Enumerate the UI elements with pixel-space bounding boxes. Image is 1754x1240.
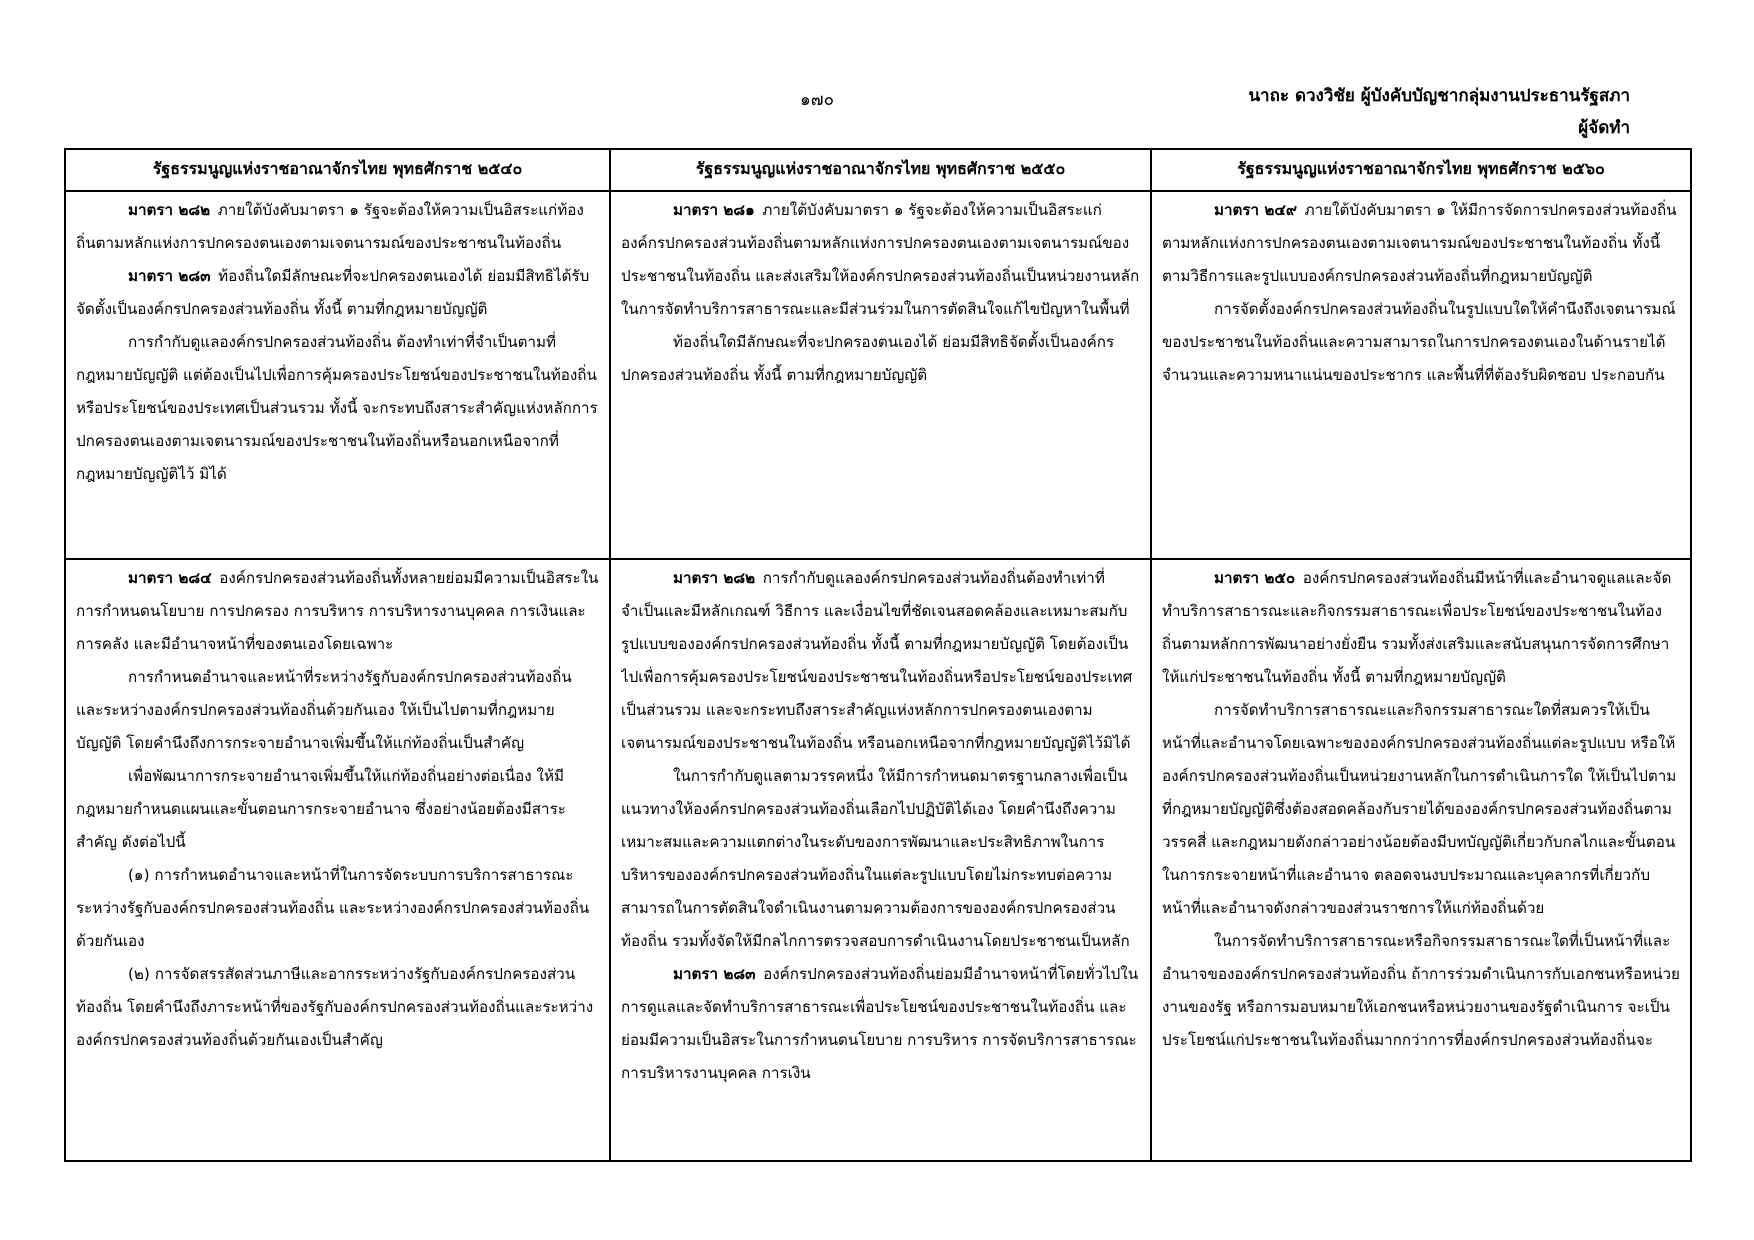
- paragraph-text: การจัดทำบริการสาธารณะและกิจกรรมสาธารณะใดที่สมควรให้เป็นหน้าที่และอำนาจโดยเฉพาะขององค์กรปกครองส่วนท้องถิ่นแต่ละรูปแบบ หรือให้องค์กรปกครองส่วนท้องถิ่นเป็นหน่วยงานหลักในการดำเนินการใด ให้เป็นไปตามที่กฎหมายบัญญัติซึ่งต้องสอดคล้องกับรายได้ขององค์กรปกครองส่วนท้องถิ่นตามวรรคสี่ และกฎหมายดังกล่าวอย่างน้อยต้องมีบทบัญญัติเกี่ยวกับกลไกและขั้นตอนในการกระจายหน้าที่และอำนาจ ตลอดจนงบประมาณและบุคลากรที่เกี่ยวกับหน้าที่และอำนาจดังกล่าวของส่วนราชการให้แก่ท้องถิ่นด้วย: [1162, 701, 1677, 917]
- paragraph-text: ท้องถิ่นใดมีลักษณะที่จะปกครองตนเองได้ ย่อมมีสิทธิจัดตั้งเป็นองค์กรปกครองส่วนท้องถิ่น ทั้งนี้ ตามที่กฎหมายบัญญัติ: [621, 333, 1115, 384]
- paragraph: [1162, 694, 1680, 925]
- paragraph: [76, 562, 599, 661]
- paragraph-text: การจัดตั้งองค์กรปกครองส่วนท้องถิ่นในรูปแบบใดให้คำนึงถึงเจตนารมณ์ของประชาชนในท้องถิ่นและความสามารถในการปกครองตนเองในด้านรายได้ จำนวนและความหนาแน่นของประชากร และพื้นที่ที่ต้องรับผิดชอบ ประกอบกัน: [1162, 300, 1676, 384]
- compiler-info: [1248, 80, 1630, 144]
- column-header-2560: รัฐธรรมนูญแห่งราชอาณาจักรไทย พุทธศักราช ๒๕๖๐: [1151, 149, 1691, 191]
- section-label: มาตรา ๒๕๐: [1214, 569, 1296, 587]
- table-cell-2540: [65, 191, 610, 559]
- table-cell-2560: [1151, 559, 1691, 1161]
- paragraph: [1162, 293, 1680, 392]
- table-cell-2560: [1151, 191, 1691, 559]
- paragraph: [621, 326, 1140, 392]
- paragraph-text: การกำกับดูแลองค์กรปกครองส่วนท้องถิ่น ต้องทำเท่าที่จำเป็นตามที่กฎหมายบัญญัติ แต่ต้องเป็นไปเพื่อการคุ้มครองประโยชน์ของประชาชนในท้องถิ่นหรือประโยชน์ของประเทศเป็นส่วนรวม ทั้งนี้ จะกระทบถึงสาระสำคัญแห่งหลักการปกครองตนเองตามเจตนารมณ์ของประชาชนในท้องถิ่นหรือนอกเหนือจากที่กฎหมายบัญญัติไว้ มิได้: [76, 333, 598, 483]
- paragraph: [1162, 562, 1680, 694]
- cell-content: [621, 562, 1140, 1154]
- paragraph-text: องค์กรปกครองส่วนท้องถิ่นย่อมมีอำนาจหน้าที่โดยทั่วไปในการดูแลและจัดทำบริการสาธารณะเพื่อประโยชน์ของประชาชนในท้องถิ่น และย่อมมีความเป็นอิสระในการกำหนดนโยบาย การบริหาร การจัดบริการสาธารณะ การบริหารงานบุคคล การเงิน: [621, 965, 1139, 1082]
- table-cell-2550: [610, 559, 1151, 1161]
- paragraph-text: องค์กรปกครองส่วนท้องถิ่นทั้งหลายย่อมมีความเป็นอิสระในการกำหนดนโยบาย การปกครอง การบริหาร การบริหารงานบุคคล การเงินและการคลัง และมีอำนาจหน้าที่ของตนเองโดยเฉพาะ: [76, 569, 599, 653]
- paragraph: [76, 760, 599, 859]
- paragraph-text: ภายใต้บังคับมาตรา ๑ รัฐจะต้องให้ความเป็นอิสระแก่องค์กรปกครองส่วนท้องถิ่นตามหลักแห่งการปกครองตนเองตามเจตนารมณ์ของประชาชนในท้องถิ่น และส่งเสริมให้องค์กรปกครองส่วนท้องถิ่นเป็นหน่วยงานหลักในการจัดทำบริการสาธารณะและมีส่วนร่วมในการตัดสินใจแก้ไขปัญหาในพื้นที่: [621, 201, 1140, 318]
- table-cell-2550: [610, 191, 1151, 559]
- column-header-2540: รัฐธรรมนูญแห่งราชอาณาจักรไทย พุทธศักราช ๒๕๔๐: [65, 149, 610, 191]
- table-row: [65, 559, 1691, 1161]
- paragraph-text: ในการกำกับดูแลตามวรรคหนึ่ง ให้มีการกำหนดมาตรฐานกลางเพื่อเป็นแนวทางให้องค์กรปกครองส่วนท้องถิ่นเลือกไปปฏิบัติได้เอง โดยคำนึงถึงความเหมาะสมและความแตกต่างในระดับของการพัฒนาและประสิทธิภาพในการบริหารขององค์กรปกครองส่วนท้องถิ่นในแต่ละรูปแบบโดยไม่กระทบต่อความสามารถในการตัดสินใจดำเนินงานตามความต้องการขององค์กรปกครองส่วนท้องถิ่น รวมทั้งจัดให้มีกลไกการตรวจสอบการดำเนินงานโดยประชาชนเป็นหลัก: [621, 767, 1130, 950]
- paragraph: [76, 260, 599, 326]
- compiler-name: นาถะ ดวงวิชัย ผู้บังคับบัญชากลุ่มงานประธานรัฐสภา: [1248, 86, 1630, 106]
- cell-content: [76, 562, 599, 1154]
- paragraph: [76, 859, 599, 958]
- constitution-comparison-table: [64, 148, 1692, 1162]
- paragraph-text: การกำกับดูแลองค์กรปกครองส่วนท้องถิ่นต้องทำเท่าที่จำเป็นและมีหลักเกณฑ์ วิธีการ และเงื่อนไขที่ชัดเจนสอดคล้องและเหมาะสมกับรูปแบบขององค์กรปกครองส่วนท้องถิ่น ทั้งนี้ ตามที่กฎหมายบัญญัติ โดยต้องเป็นไปเพื่อการคุ้มครองประโยชน์ของประชาชนในท้องถิ่นหรือประโยชน์ของประเทศเป็นส่วนรวม และจะกระทบถึงสาระสำคัญแห่งหลักการปกครองตนเองตามเจตนารมณ์ของประชาชนในท้องถิ่น หรือนอกเหนือจากที่กฎหมายบัญญัติไว้มิได้: [621, 569, 1133, 752]
- paragraph-text: (๑) การกำหนดอำนาจและหน้าที่ในการจัดระบบการบริการสาธารณะระหว่างรัฐกับองค์กรปกครองส่วนท้องถิ่น และระหว่างองค์กรปกครองส่วนท้องถิ่นด้วยกันเอง: [76, 866, 590, 950]
- paragraph: [76, 661, 599, 760]
- paragraph-text: การกำหนดอำนาจและหน้าที่ระหว่างรัฐกับองค์กรปกครองส่วนท้องถิ่น และระหว่างองค์กรปกครองส่วนท้องถิ่นด้วยกันเอง ให้เป็นไปตามที่กฎหมายบัญญัติ โดยคำนึงถึงการกระจายอำนาจเพิ่มขึ้นให้แก่ท้องถิ่นเป็นสำคัญ: [76, 668, 572, 752]
- paragraph: [621, 760, 1140, 958]
- paragraph-text: ภายใต้บังคับมาตรา ๑ รัฐจะต้องให้ความเป็นอิสระแก่ท้องถิ่นตามหลักแห่งการปกครองตนเองตามเจตนารมณ์ของประชาชนในท้องถิ่น: [76, 201, 584, 252]
- section-label: มาตรา ๒๘๒: [128, 201, 211, 219]
- compiler-role: ผู้จัดทำ: [1578, 118, 1630, 138]
- paragraph-text: เพื่อพัฒนาการกระจายอำนาจเพิ่มขึ้นให้แก่ท้องถิ่นอย่างต่อเนื่อง ให้มีกฎหมายกำหนดแผนและขั้นตอนการกระจายอำนาจ ซึ่งอย่างน้อยต้องมีสาระสำคัญ ดังต่อไปนี้: [76, 767, 566, 851]
- table-row: [65, 191, 1691, 559]
- section-label: มาตรา ๒๘๒: [673, 569, 756, 587]
- paragraph: [76, 958, 599, 1057]
- paragraph: [621, 562, 1140, 760]
- cell-content: [1162, 194, 1680, 552]
- cell-content: [1162, 562, 1680, 1154]
- section-label: มาตรา ๒๔๙: [1214, 201, 1298, 219]
- paragraph: [1162, 925, 1680, 1057]
- paragraph: [621, 194, 1140, 326]
- table-header-row: [65, 149, 1691, 191]
- paragraph-text: ภายใต้บังคับมาตรา ๑ ให้มีการจัดการปกครองส่วนท้องถิ่นตามหลักแห่งการปกครองตนเองตามเจตนารมณ์ของประชาชนในท้องถิ่น ทั้งนี้ ตามวิธีการและรูปแบบองค์กรปกครองส่วนท้องถิ่นที่กฎหมายบัญญัติ: [1162, 201, 1677, 285]
- paragraph-text: ท้องถิ่นใดมีลักษณะที่จะปกครองตนเองได้ ย่อมมีสิทธิได้รับจัดตั้งเป็นองค์กรปกครองส่วนท้องถิ่น ทั้งนี้ ตามที่กฎหมายบัญญัติ: [76, 267, 590, 318]
- paragraph-text: องค์กรปกครองส่วนท้องถิ่นมีหน้าที่และอำนาจดูแลและจัดทำบริการสาธารณะและกิจกรรมสาธารณะเพื่อประโยชน์ของประชาชนในท้องถิ่นตามหลักการพัฒนาอย่างยั่งยืน รวมทั้งส่งเสริมและสนับสนุนการจัดการศึกษาให้แก่ประชาชนในท้องถิ่น ทั้งนี้ ตามที่กฎหมายบัญญัติ: [1162, 569, 1672, 686]
- cell-content: [621, 194, 1140, 552]
- paragraph-text: ในการจัดทำบริการสาธารณะหรือกิจกรรมสาธารณะใดที่เป็นหน้าที่และอำนาจขององค์กรปกครองส่วนท้องถิ่น ถ้าการร่วมดำเนินการกับเอกชนหรือหน่วยงานของรัฐ หรือการมอบหมายให้เอกชนหรือหน่วยงานของรัฐดำเนินการ จะเป็นประโยชน์แก่ประชาชนในท้องถิ่นมากกว่าการที่องค์กรปกครองส่วนท้องถิ่นจะ: [1162, 932, 1680, 1049]
- section-label: มาตรา ๒๘๑: [673, 201, 755, 219]
- paragraph-text: (๒) การจัดสรรสัดส่วนภาษีและอากรระหว่างรัฐกับองค์กรปกครองส่วนท้องถิ่น โดยคำนึงถึงภาระหน้าที่ของรัฐกับองค์กรปกครองส่วนท้องถิ่นและระหว่างองค์กรปกครองส่วนท้องถิ่นด้วยกันเองเป็นสำคัญ: [76, 965, 594, 1049]
- section-label: มาตรา ๒๘๔: [128, 569, 212, 587]
- paragraph: [76, 194, 599, 260]
- section-label: มาตรา ๒๘๓: [673, 965, 756, 983]
- column-header-2550: รัฐธรรมนูญแห่งราชอาณาจักรไทย พุทธศักราช ๒๕๕๐: [610, 149, 1151, 191]
- page-number: ๑๗๐: [800, 90, 834, 110]
- cell-content: [76, 194, 599, 552]
- table-cell-2540: [65, 559, 610, 1161]
- paragraph: [76, 326, 599, 491]
- paragraph: [1162, 194, 1680, 293]
- paragraph: [621, 958, 1140, 1090]
- section-label: มาตรา ๒๘๓: [128, 267, 211, 285]
